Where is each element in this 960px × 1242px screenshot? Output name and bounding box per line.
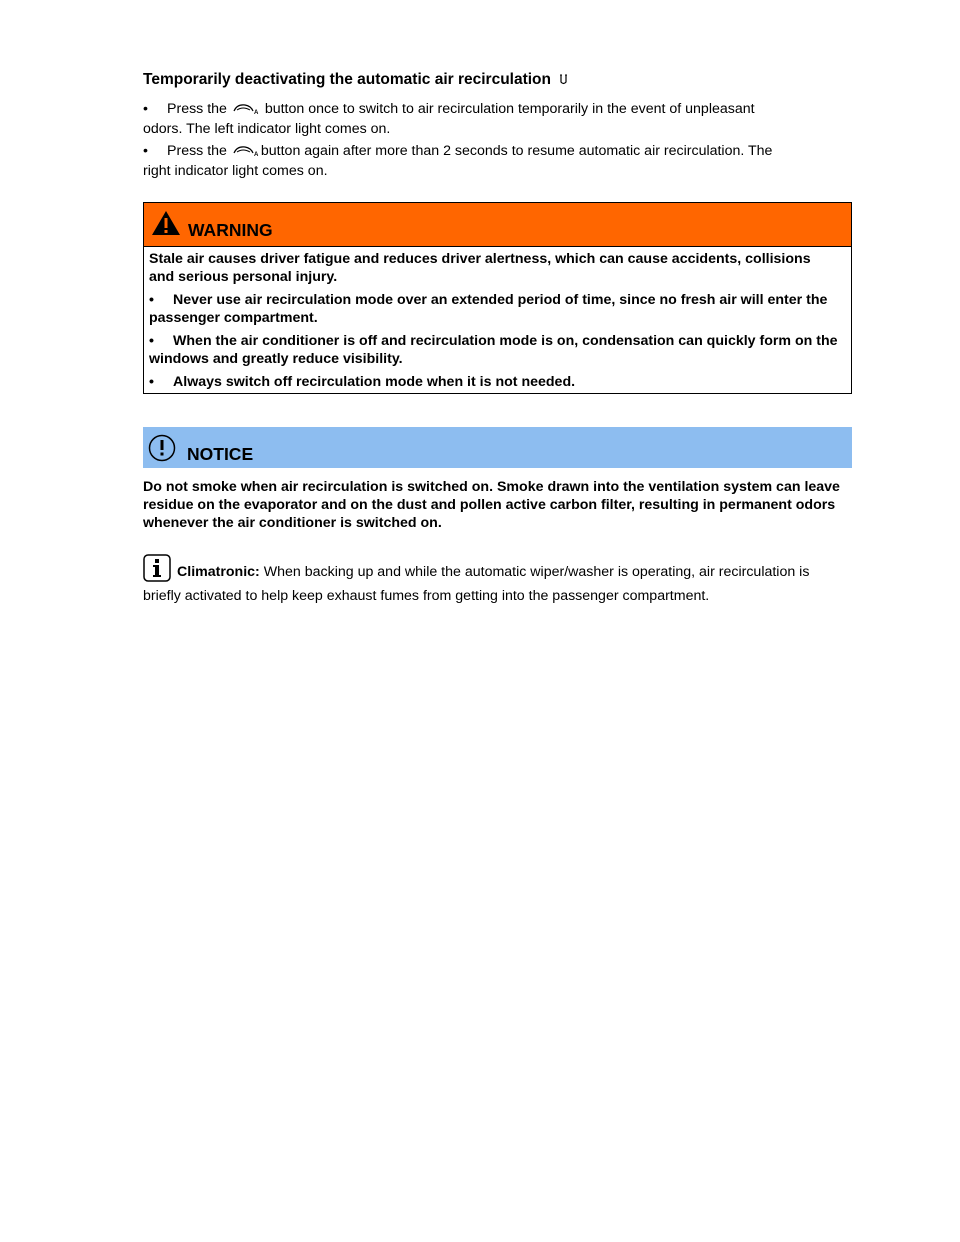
section-heading-text: Temporarily deactivating the automatic air recirculation xyxy=(143,71,551,88)
warning-label: WARNING xyxy=(188,220,273,240)
bullet-1-before: Press the xyxy=(167,101,227,117)
warning-body xyxy=(149,250,839,396)
bullet-2-after: button again after more than 2 seconds to resume automatic air recirculation. The xyxy=(260,143,773,159)
car-recirculation-auto-icon xyxy=(233,102,259,120)
svg-text:A: A xyxy=(253,110,259,115)
bullet-2-before: Press the xyxy=(167,143,227,159)
bullet-dot: • xyxy=(149,333,154,349)
info-text: When backing up and while the automatic wiper/washer is operating, air recirculation is briefly activated to help keep exhaust fumes from getting into the passenger compartment. xyxy=(143,564,810,604)
svg-text:A: A xyxy=(253,152,259,157)
bullet-dot: • xyxy=(143,101,148,117)
warning-item xyxy=(149,291,839,327)
warning-item-text: When the air conditioner is off and recirculation mode is on, condensation can quickly form on the windows and greatly reduce visibility. xyxy=(149,333,838,367)
bullet-dot: • xyxy=(149,374,154,390)
bullet-item-2 xyxy=(143,142,833,180)
warning-item-text: Never use air recirculation mode over an extended period of time, since no fresh air will enter the passenger compartment. xyxy=(149,292,828,326)
warning-item xyxy=(149,373,839,391)
car-recirculation-auto-icon xyxy=(233,144,259,162)
info-icon xyxy=(143,554,171,587)
bullet-dot: • xyxy=(143,143,148,159)
warning-triangle-icon xyxy=(151,210,181,241)
notice-label: NOTICE xyxy=(187,444,254,464)
notice-header xyxy=(143,427,852,468)
info-title: Climatronic: xyxy=(177,564,260,580)
recirculation-icon xyxy=(559,72,568,90)
bullet-dot: • xyxy=(149,292,154,308)
bullet-1-line2: odors. The left indicator light comes on. xyxy=(143,121,391,137)
warning-intro: Stale air causes driver fatigue and reduces driver alertness, which can cause accidents, collisions and serious personal injury. xyxy=(149,251,811,285)
warning-header xyxy=(144,203,851,247)
section-heading xyxy=(143,71,568,90)
warning-item xyxy=(149,332,839,368)
notice-text: Do not smoke when air recirculation is switched on. Smoke drawn into the ventilation system can leave residue on the evaporator and on the dust and pollen active carbon filter, resulting in permanent odors whenever the air conditioner is switched on. xyxy=(143,479,840,531)
bullet-item-1 xyxy=(143,100,833,138)
bullet-1-after: button once to switch to air recirculation temporarily in the event of unpleasant xyxy=(260,101,755,117)
notice-exclamation-icon xyxy=(147,433,177,468)
info-note xyxy=(143,554,833,605)
warning-box xyxy=(143,202,852,394)
warning-item-text: Always switch off recirculation mode when it is not needed. xyxy=(173,374,576,390)
bullet-2-line2: right indicator light comes on. xyxy=(143,163,328,179)
